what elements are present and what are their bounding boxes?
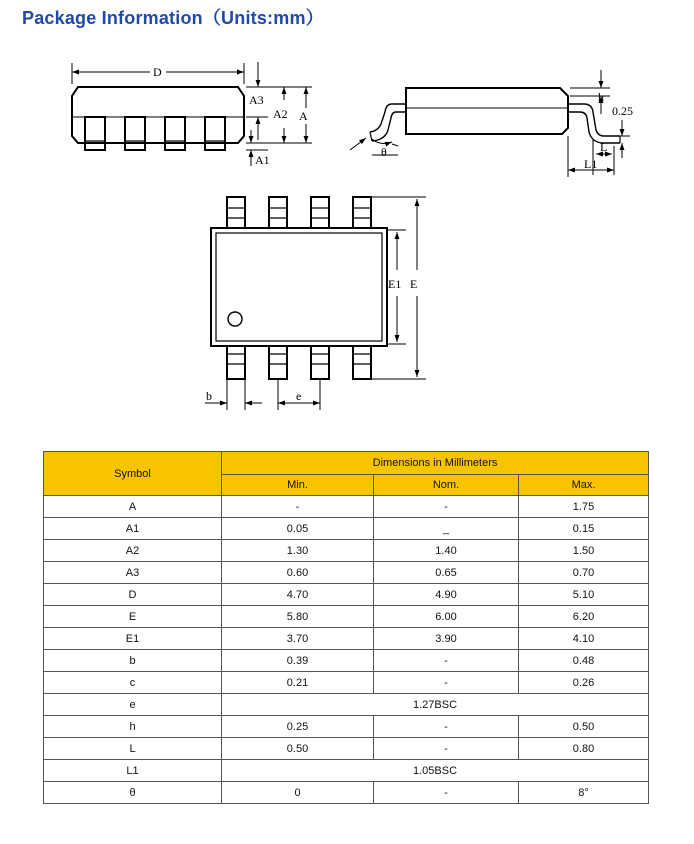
top-view [205,197,426,410]
cell-nom: - [374,496,519,518]
dim-label-A: A [299,109,308,123]
dim-label-A1: A1 [255,153,270,167]
cell-nom: 1.40 [374,540,519,562]
dim-label-D: D [153,65,162,79]
dim-label-E: E [410,277,418,291]
cell-min: 0.50 [222,738,374,760]
cell-nom: _ [374,518,519,540]
cell-symbol: E [44,606,222,628]
table-row [44,584,649,606]
cell-max: 8° [519,782,649,804]
cell-symbol: h [44,716,222,738]
dim-label-theta: θ [381,145,387,159]
cell-max: 0.26 [519,672,649,694]
cell-symbol: D [44,584,222,606]
cell-max: 1.75 [519,496,649,518]
table-row [44,650,649,672]
cell-symbol: L1 [44,760,222,782]
dimensions-table [43,451,649,804]
cell-min: 0.39 [222,650,374,672]
symbol-header: Symbol [44,452,222,496]
cell-symbol: c [44,672,222,694]
dim-label-A2: A2 [273,107,288,121]
cell-nom: 4.90 [374,584,519,606]
dim-label-A3: A3 [249,93,264,107]
cell-min: 3.70 [222,628,374,650]
dim-label-L1: L1 [584,157,598,171]
cell-max: 0.50 [519,716,649,738]
col-nom-header: Nom. [374,475,519,496]
cell-max: 5.10 [519,584,649,606]
dim-label-E1: E1 [388,277,402,291]
dim-label-L: L [600,140,608,154]
cell-symbol: A [44,496,222,518]
cell-nom: 6.00 [374,606,519,628]
dim-label-e: e [296,389,302,403]
table-row [44,672,649,694]
end-view [350,70,633,177]
cell-span: 1.27BSC [222,694,649,716]
cell-symbol: L [44,738,222,760]
cell-symbol: b [44,650,222,672]
cell-max: 6.20 [519,606,649,628]
cell-min: 0.60 [222,562,374,584]
cell-max: 4.10 [519,628,649,650]
cell-min: 1.30 [222,540,374,562]
cell-min: 0.05 [222,518,374,540]
cell-max: 0.48 [519,650,649,672]
table-row [44,716,649,738]
cell-symbol: A2 [44,540,222,562]
cell-min: 0.21 [222,672,374,694]
cell-symbol: E1 [44,628,222,650]
cell-nom: 0.65 [374,562,519,584]
cell-max: 1.50 [519,540,649,562]
table-row [44,694,649,716]
page-title: Package Information（Units:mm） [22,8,324,28]
table-row [44,518,649,540]
group-header: Dimensions in Millimeters [222,452,649,475]
cell-symbol: A1 [44,518,222,540]
cell-symbol: A3 [44,562,222,584]
dim-label-b: b [206,389,212,403]
dim-label-h: h [598,90,604,104]
col-max-header: Max. [519,475,649,496]
cell-nom: - [374,738,519,760]
table-row [44,540,649,562]
cell-symbol: e [44,694,222,716]
cell-nom: - [374,782,519,804]
cell-nom: - [374,650,519,672]
col-min-header: Min. [222,475,374,496]
cell-nom: - [374,716,519,738]
cell-min: 0 [222,782,374,804]
cell-max: 0.70 [519,562,649,584]
cell-max: 0.80 [519,738,649,760]
table-row [44,562,649,584]
cell-nom: - [374,672,519,694]
cell-min: 5.80 [222,606,374,628]
cell-span: 1.05BSC [222,760,649,782]
cell-min: - [222,496,374,518]
cell-max: 0.15 [519,518,649,540]
table-row [44,496,649,518]
table-row [44,738,649,760]
cell-min: 4.70 [222,584,374,606]
table-row [44,782,649,804]
cell-nom: 3.90 [374,628,519,650]
table-row [44,606,649,628]
side-view [72,62,312,167]
table-row [44,628,649,650]
cell-symbol: θ [44,782,222,804]
cell-min: 0.25 [222,716,374,738]
dim-label-025: 0.25 [612,104,633,118]
table-row [44,760,649,782]
